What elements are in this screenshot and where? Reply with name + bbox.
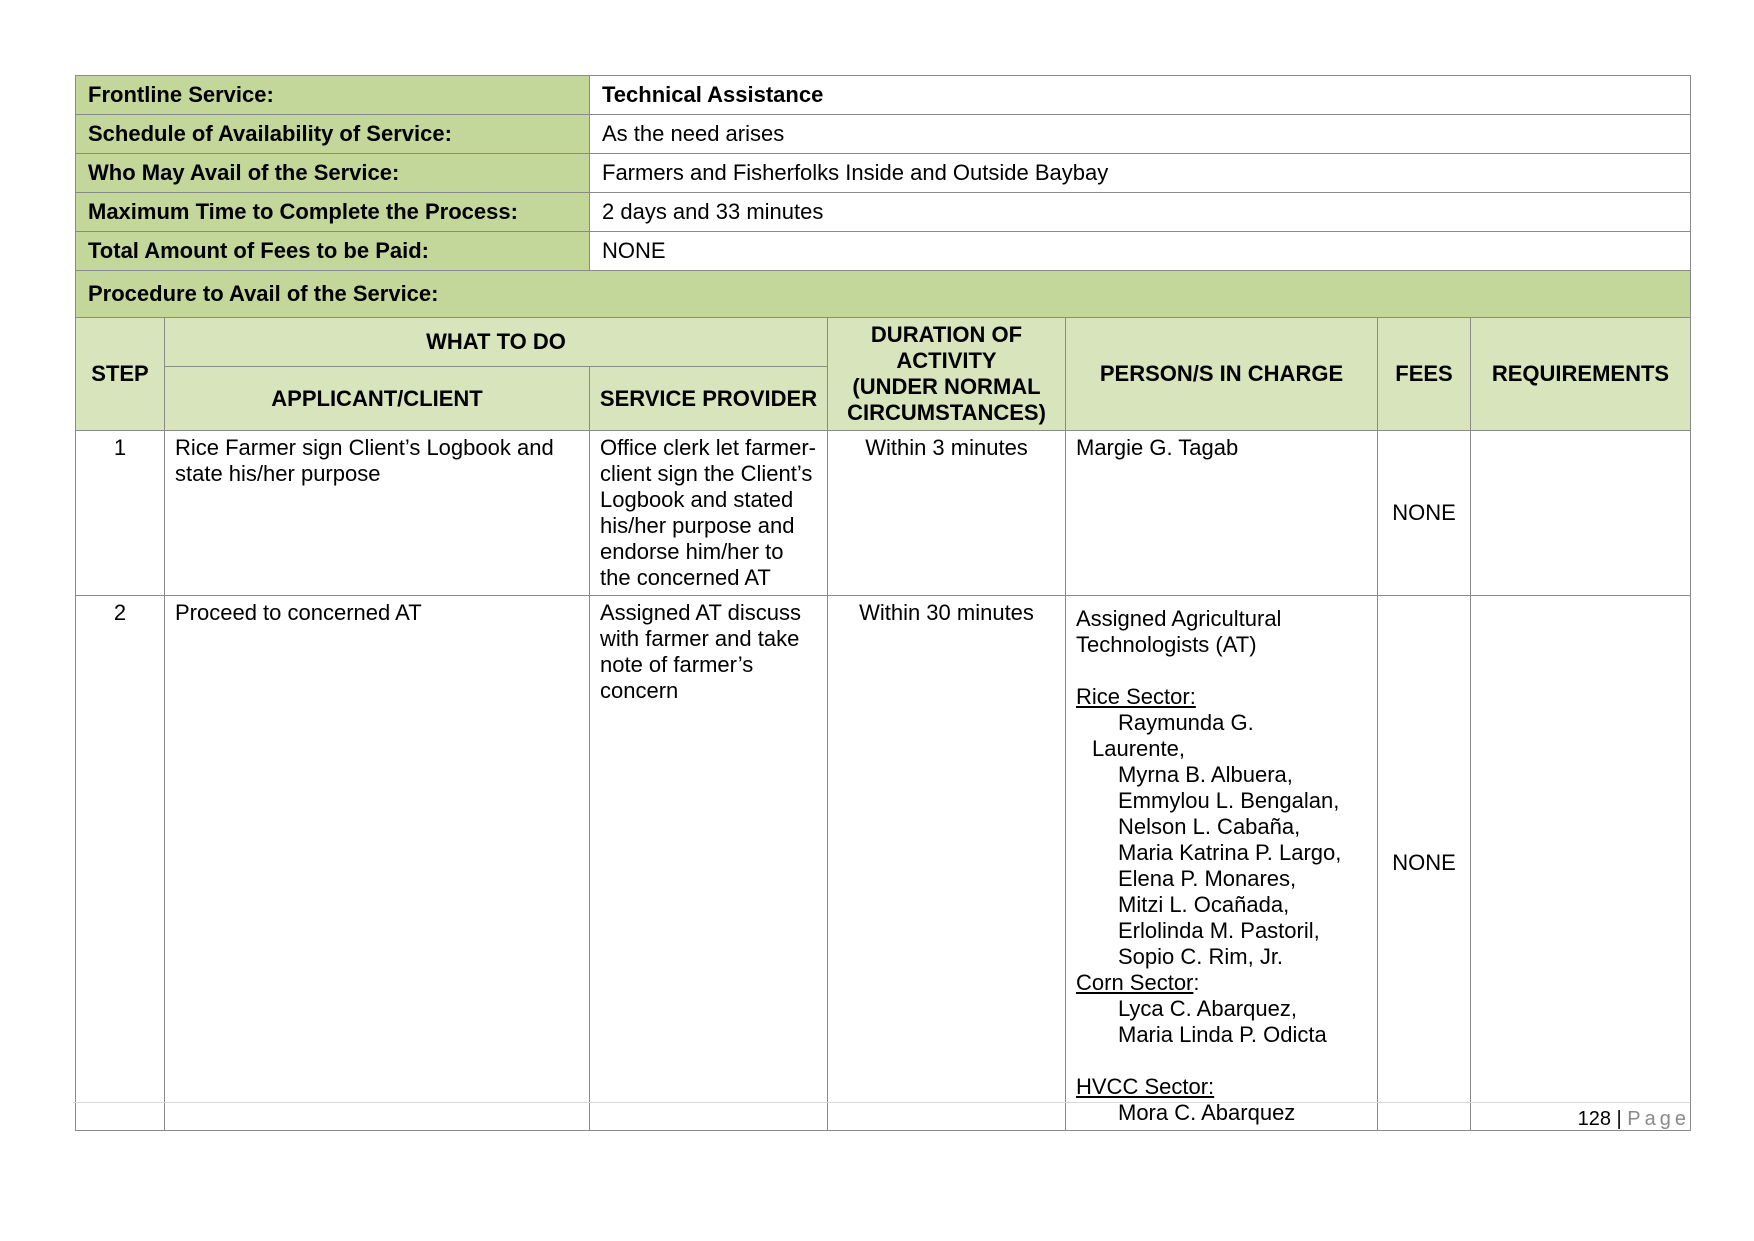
- who-may-avail-label: Who May Avail of the Service:: [76, 154, 590, 193]
- person-intro-line-2: Technologists (AT): [1076, 632, 1257, 657]
- total-fees-value: NONE: [590, 232, 1691, 271]
- rice-name: Myrna B. Albuera,: [1118, 762, 1293, 787]
- duration: Within 30 minutes: [828, 596, 1066, 1131]
- who-may-avail-value: Farmers and Fisherfolks Inside and Outside Baybay: [590, 154, 1691, 193]
- hvcc-name: Mora C. Abarquez: [1118, 1100, 1296, 1125]
- applicant-action: Rice Farmer sign Client’s Logbook and state his/her purpose: [165, 431, 590, 596]
- provider-action: Office clerk let farmer-client sign the Client’s Logbook and stated his/her purpose and endorse him/her to the concerned AT: [590, 431, 828, 596]
- hvcc-sector-heading: HVCC Sector:: [1076, 1074, 1215, 1099]
- rice-name: Laurente,: [1092, 736, 1185, 761]
- frontline-service-label: Frontline Service:: [76, 76, 590, 115]
- footer-rule: [73, 1102, 1690, 1103]
- requirements: [1471, 431, 1691, 596]
- rice-name: Erlolinda M. Pastoril,: [1118, 918, 1320, 943]
- corn-sector-label: Corn Sector: [1076, 970, 1194, 995]
- step-number: 1: [76, 431, 165, 596]
- header-row-max-time: [76, 193, 1691, 232]
- corn-sector-colon: :: [1193, 970, 1200, 995]
- step-number: 2: [76, 596, 165, 1131]
- duration-header-line-3: (UNDER NORMAL: [852, 374, 1041, 399]
- col-step-header: STEP: [76, 318, 165, 431]
- max-time-label: Maximum Time to Complete the Process:: [76, 193, 590, 232]
- corn-name: Lyca C. Abarquez,: [1118, 996, 1297, 1021]
- rice-sector-heading: Rice Sector:: [1076, 684, 1196, 709]
- header-row-who: [76, 154, 1691, 193]
- rice-name: Emmylou L. Bengalan,: [1118, 788, 1340, 813]
- column-header-row-1: [76, 318, 1691, 367]
- frontline-service-value: Technical Assistance: [590, 76, 1691, 115]
- header-row-schedule: [76, 115, 1691, 154]
- person-intro-line-1: Assigned Agricultural: [1076, 606, 1282, 631]
- requirements: [1471, 596, 1691, 1131]
- rice-name: Sopio C. Rim, Jr.: [1118, 944, 1284, 969]
- col-person-header: PERSON/S IN CHARGE: [1066, 318, 1378, 431]
- procedure-title: Procedure to Avail of the Service:: [76, 271, 1691, 318]
- schedule-value: As the need arises: [590, 115, 1691, 154]
- page-word: Page: [1627, 1108, 1690, 1130]
- service-info-table: [75, 75, 1691, 1131]
- col-requirements-header: REQUIREMENTS: [1471, 318, 1691, 431]
- rice-name: Maria Katrina P. Largo,: [1118, 840, 1342, 865]
- table-row: [76, 431, 1691, 596]
- rice-name: Mitzi L. Ocañada,: [1118, 892, 1290, 917]
- fees: NONE: [1378, 596, 1471, 1131]
- duration-header-line-4: CIRCUMSTANCES): [847, 400, 1046, 425]
- col-applicant-header: APPLICANT/CLIENT: [165, 367, 590, 431]
- procedure-title-row: [76, 271, 1691, 318]
- applicant-action: Proceed to concerned AT: [165, 596, 590, 1131]
- corn-sector-heading: [1076, 970, 1367, 996]
- page-footer: [1578, 1108, 1690, 1131]
- schedule-label: Schedule of Availability of Service:: [76, 115, 590, 154]
- total-fees-label: Total Amount of Fees to be Paid:: [76, 232, 590, 271]
- duration-header-line-1: DURATION OF: [870, 322, 1023, 347]
- duration: Within 3 minutes: [828, 431, 1066, 596]
- rice-name: Raymunda G.: [1118, 710, 1254, 735]
- fees: NONE: [1378, 431, 1471, 596]
- person-in-charge: Margie G. Tagab: [1066, 431, 1378, 596]
- provider-action: Assigned AT discuss with farmer and take note of farmer’s concern: [590, 596, 828, 1131]
- max-time-value: 2 days and 33 minutes: [590, 193, 1691, 232]
- col-what-to-do-header: WHAT TO DO: [165, 318, 828, 367]
- col-fees-header: FEES: [1378, 318, 1471, 431]
- duration-header-line-2: ACTIVITY: [896, 348, 997, 373]
- header-row-frontline: [76, 76, 1691, 115]
- rice-name: Nelson L. Cabaña,: [1118, 814, 1301, 839]
- page-number: 128: [1577, 1108, 1611, 1130]
- rice-name: Elena P. Monares,: [1118, 866, 1297, 891]
- table-row: [76, 596, 1691, 1131]
- page-separator: |: [1616, 1108, 1622, 1130]
- col-provider-header: SERVICE PROVIDER: [590, 367, 828, 431]
- citizens-charter-page: [75, 75, 1690, 1131]
- person-in-charge: [1066, 596, 1378, 1131]
- col-duration-header: [828, 318, 1066, 431]
- header-row-fees: [76, 232, 1691, 271]
- corn-name: Maria Linda P. Odicta: [1118, 1022, 1327, 1047]
